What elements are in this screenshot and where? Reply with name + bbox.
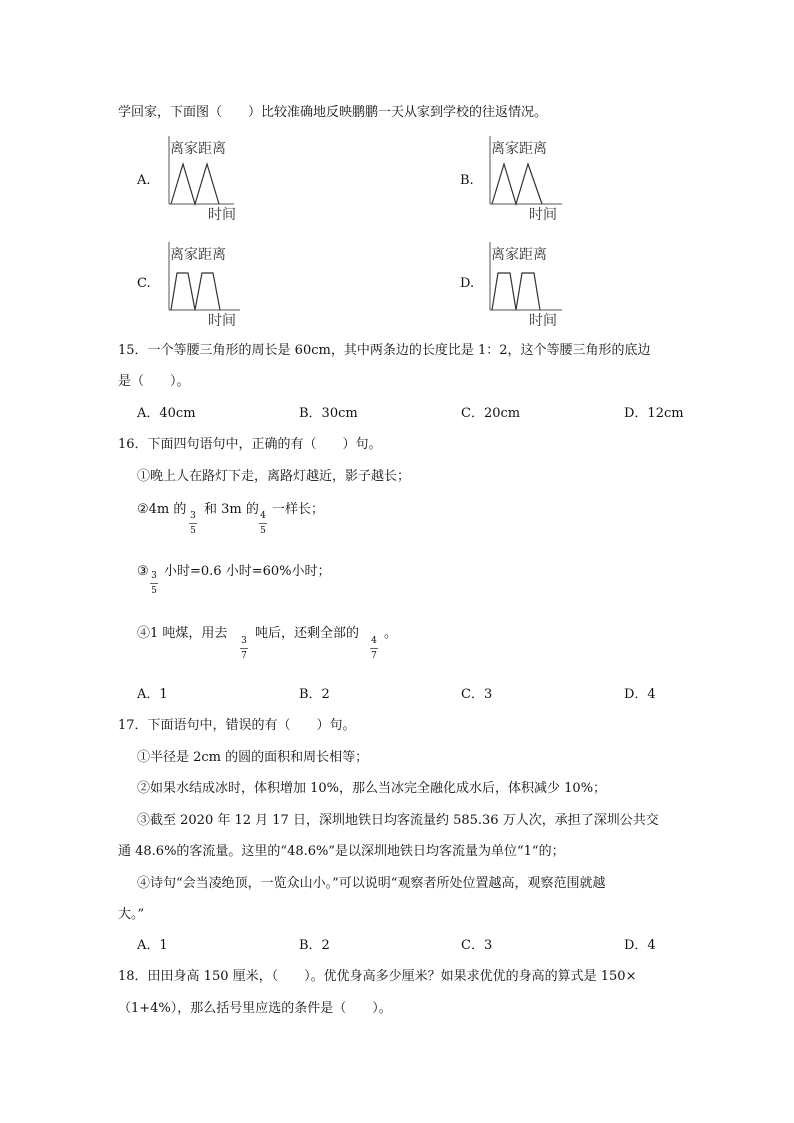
fraction-denominator: 7 xyxy=(241,651,247,661)
q15-stem-line2: 是（ ）。 xyxy=(118,374,190,389)
q16-statement-3b: 小时=0.6 小时=60%小时； xyxy=(164,564,331,579)
q17-statement-3-line2: 通 48.6%的客流量。这里的“48.6%”是以深圳地铁日均客流量为单位“1“的； xyxy=(118,844,565,859)
q14-option-b-graph[interactable] xyxy=(487,134,597,223)
q17-option-c[interactable]: C．3 xyxy=(461,938,493,953)
graph-a-ylabel: 离家距离 xyxy=(170,141,226,157)
q14-option-d-graph[interactable] xyxy=(487,240,597,329)
q14-option-c-label: C. xyxy=(137,276,151,291)
fraction-4-5 xyxy=(256,512,270,536)
q16-statement-1: ①晚上人在路灯下走，离路灯越近，影子越长； xyxy=(137,469,411,484)
fraction-3-7 xyxy=(237,637,251,661)
fraction-denominator: 5 xyxy=(260,526,266,536)
q17-option-b[interactable]: B．2 xyxy=(299,938,330,953)
q16-statement-2b: 和 3m 的 xyxy=(204,502,259,517)
q16-statement-2c: 一样长； xyxy=(272,502,325,517)
fraction-denominator: 5 xyxy=(190,526,196,536)
fraction-4-7 xyxy=(367,637,381,661)
q16-statement-2a: ②4m 的 xyxy=(137,502,187,517)
q17-statement-4-line2: 大。” xyxy=(118,907,145,922)
fraction-numerator: 4 xyxy=(371,636,377,646)
q17-option-d[interactable]: D．4 xyxy=(624,938,656,953)
q16-option-d[interactable]: D．4 xyxy=(624,687,656,702)
graph-a-xlabel: 时间 xyxy=(208,207,236,223)
fraction-numerator: 4 xyxy=(260,511,266,521)
graph-b-xlabel: 时间 xyxy=(529,207,557,223)
fraction-3-5 xyxy=(147,572,161,596)
fraction-denominator: 7 xyxy=(371,651,377,661)
q17-option-a[interactable]: A．1 xyxy=(137,938,168,953)
fraction-numerator: 3 xyxy=(190,511,196,521)
q15-stem-line1: 15．一个等腰三角形的周长是 60cm，其中两条边的长度比是 1：2，这个等腰三角形的底边 xyxy=(118,343,651,358)
q14-option-a-label: A. xyxy=(137,173,151,188)
q16-statement-4b: 吨后，还剩全部的 xyxy=(255,626,360,641)
fraction-numerator: 3 xyxy=(151,571,157,581)
q14-option-a-graph[interactable] xyxy=(166,134,276,223)
q15-option-b[interactable]: B．30cm xyxy=(299,406,358,421)
q16-statement-4c: 。 xyxy=(384,626,398,641)
q17-statement-1: ①半径是 2cm 的圆的面积和周长相等； xyxy=(137,750,369,765)
q16-statement-3a: ③ xyxy=(137,564,149,579)
q17-statement-2: ②如果水结成冰时，体积增加 10%，那么当冰完全融化成水后，体积减少 10%； xyxy=(137,781,607,796)
graph-d-xlabel: 时间 xyxy=(529,313,557,329)
q15-option-a[interactable]: A．40cm xyxy=(137,406,196,421)
graph-c-xlabel: 时间 xyxy=(208,313,236,329)
fraction-denominator: 5 xyxy=(151,586,157,596)
q17-statement-3-line1: ③截至 2020 年 12 月 17 日，深圳地铁日均客流量约 585.36 万人次，承担了深圳公共交 xyxy=(137,813,659,828)
q16-option-a[interactable]: A．1 xyxy=(137,687,168,702)
q17-statement-4-line1: ④诗句“会当凌绝顶，一览众山小。”可以说明“观察者所处位置越高，观察范围就越 xyxy=(137,876,606,891)
graph-c-line xyxy=(171,273,220,310)
q18-stem-line2: （1+4%），那么括号里应选的条件是（ ）。 xyxy=(118,1001,392,1016)
fraction-3-5 xyxy=(186,512,200,536)
graph-d-line xyxy=(492,273,540,310)
q15-option-c[interactable]: C．20cm xyxy=(461,406,521,421)
graph-c-ylabel: 离家距离 xyxy=(170,247,226,263)
graph-d-ylabel: 离家距离 xyxy=(491,247,547,263)
q14-option-b-label: B. xyxy=(460,173,474,188)
q14-stem: 学回家，下面图（ ）比较准确地反映鹏鹏一天从家到学校的往返情况。 xyxy=(118,105,548,120)
graph-b-ylabel: 离家距离 xyxy=(491,141,547,157)
graph-a-line xyxy=(171,164,219,204)
q16-option-c[interactable]: C．3 xyxy=(461,687,493,702)
q16-option-b[interactable]: B．2 xyxy=(299,687,330,702)
q16-stem: 16．下面四句语句中，正确的有（ ）句。 xyxy=(118,437,382,452)
fraction-numerator: 3 xyxy=(241,636,247,646)
q16-statement-4a: ④1 吨煤，用去 xyxy=(137,626,228,641)
q15-option-d[interactable]: D．12cm xyxy=(624,406,684,421)
q17-stem: 17．下面语句中，错误的有（ ）句。 xyxy=(118,718,356,733)
q14-option-c-graph[interactable] xyxy=(166,240,276,329)
graph-b-line xyxy=(492,164,542,204)
q18-stem-line1: 18．田田身高 150 厘米，（ ）。优优身高多少厘米？如果求优优的身高的算式是 150× xyxy=(118,969,637,984)
q14-option-d-label: D. xyxy=(460,276,475,291)
